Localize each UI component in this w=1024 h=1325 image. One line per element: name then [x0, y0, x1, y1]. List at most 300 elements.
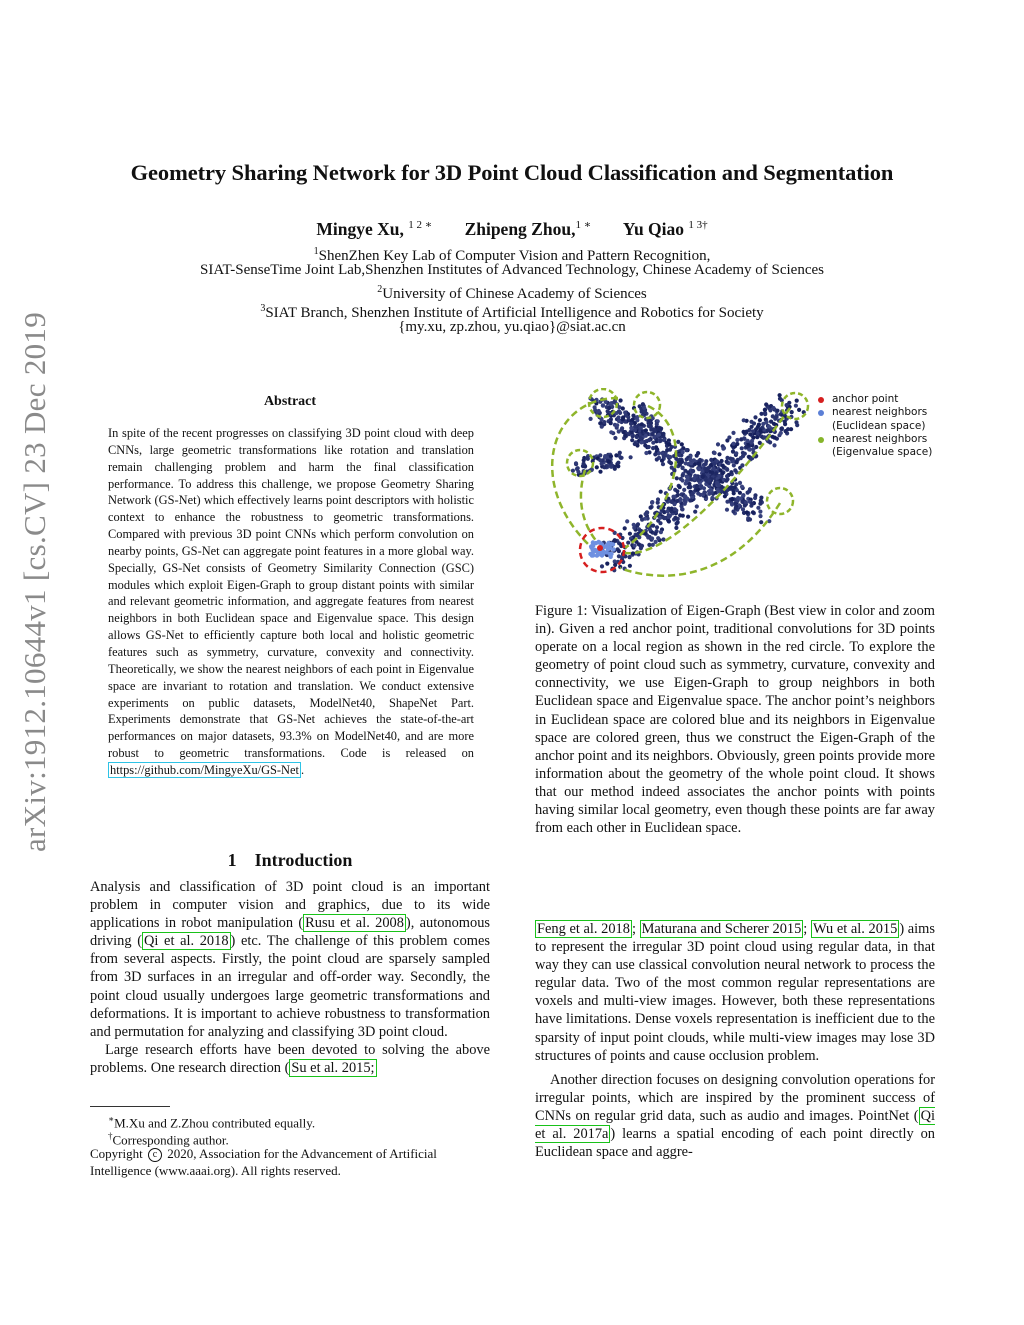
cloud-point — [732, 463, 736, 467]
affiliation-number: 3 — [260, 303, 266, 314]
cloud-point — [651, 441, 655, 445]
cloud-point — [650, 536, 654, 540]
text-run: ) aims to represent the irregular 3D point cloud using regular data, in that way they can use classical convolution neural network to process the regular data. Two of the most common regular representations are voxels and multi-view images. However, both these representations have limitations. Dense voxels representation is inefficient due to the sparsity of input point clouds, while multi-view images may lose 3D structures of points and cause occlusion problem. — [535, 921, 935, 1064]
cloud-point — [725, 460, 729, 464]
cloud-point — [716, 442, 720, 446]
cloud-point — [734, 506, 738, 510]
cloud-point — [651, 446, 655, 450]
cloud-point — [614, 453, 618, 457]
cloud-point — [673, 507, 677, 511]
cloud-point — [618, 451, 622, 455]
cloud-point — [719, 468, 723, 472]
cloud-point — [619, 398, 623, 402]
euclidean-neighbor-point — [608, 552, 612, 556]
cloud-point — [797, 408, 801, 412]
cloud-point — [728, 457, 732, 461]
euclidean-neighbor-point — [606, 547, 610, 551]
cloud-point — [629, 422, 633, 426]
cloud-point — [678, 485, 682, 489]
legend-label: anchor point — [832, 393, 899, 405]
cloud-point — [609, 430, 613, 434]
cloud-point — [598, 458, 602, 462]
cloud-point — [751, 510, 755, 514]
cloud-point — [661, 515, 665, 519]
cloud-point — [616, 461, 620, 465]
citation-link[interactable]: Rusu et al. 2008 — [305, 915, 404, 932]
legend-dot-green — [818, 437, 824, 443]
cloud-point — [640, 422, 644, 426]
cloud-point — [654, 540, 658, 544]
cloud-point — [649, 506, 653, 510]
cloud-point — [755, 435, 759, 439]
footnote-rule — [90, 1106, 170, 1107]
cloud-point — [764, 402, 768, 406]
cloud-point — [676, 440, 680, 444]
citation-link[interactable]: Qi et al. 2017a — [535, 1107, 935, 1143]
cloud-point — [758, 514, 762, 518]
cloud-point — [648, 424, 652, 428]
cloud-point — [775, 409, 779, 413]
cloud-point — [780, 426, 784, 430]
section-title: Introduction — [254, 850, 353, 870]
citation-link[interactable]: Su et al. 2015; — [291, 1059, 375, 1076]
cloud-point — [633, 544, 637, 548]
cloud-point — [684, 461, 688, 465]
cloud-point — [794, 404, 798, 408]
cloud-point — [677, 453, 681, 457]
cloud-point — [751, 447, 755, 451]
section-number: 1 — [227, 850, 237, 870]
cloud-point — [670, 500, 674, 504]
cloud-point — [623, 410, 627, 414]
cloud-point — [675, 476, 679, 480]
citation-link[interactable]: Maturana and Scherer 2015 — [641, 921, 802, 937]
legend-dot-red — [818, 397, 824, 403]
cloud-point — [713, 451, 717, 455]
cloud-point — [661, 462, 665, 466]
euclidean-neighbor-point — [598, 541, 602, 545]
cloud-point — [609, 463, 613, 467]
cloud-point — [767, 424, 771, 428]
cloud-point — [613, 563, 617, 567]
euclidean-neighbor-point — [605, 543, 609, 547]
author-list — [0, 218, 1024, 240]
cloud-point — [772, 443, 776, 447]
author-name: Zhipeng Zhou, — [464, 218, 576, 239]
affiliation-email: {my.xu, zp.zhou, yu.qiao}@siat.ac.cn — [398, 319, 626, 335]
cloud-point — [651, 432, 655, 436]
cloud-point — [602, 465, 606, 469]
intro-paragraph — [90, 878, 490, 1041]
cloud-point — [778, 393, 782, 397]
abstract-end: . — [300, 762, 305, 777]
affiliation-text: SIAT-SenseTime Joint Lab,Shenzhen Institutes of Advanced Technology, Chinese Academy of Sciences — [200, 262, 824, 278]
citation-link[interactable]: Wu et al. 2015 — [812, 921, 898, 937]
section-heading — [90, 850, 490, 871]
cloud-point — [727, 435, 731, 439]
cloud-point — [742, 418, 746, 422]
cloud-point — [671, 495, 675, 499]
euclidean-neighbor-point — [589, 546, 593, 550]
cloud-point — [745, 430, 749, 434]
cloud-point — [650, 500, 654, 504]
cloud-point — [652, 428, 656, 432]
intro-text-right — [535, 920, 935, 1161]
cloud-point — [669, 461, 673, 465]
cloud-point — [768, 440, 772, 444]
intro-text-left — [90, 878, 490, 1077]
cloud-point — [644, 451, 648, 455]
text-run: ), autonomous driving ( — [90, 915, 490, 950]
cloud-point — [657, 433, 661, 437]
author-name: Yu Qiao — [622, 218, 685, 239]
intro-paragraph — [90, 1041, 490, 1077]
cloud-point — [721, 464, 725, 468]
cloud-point — [639, 436, 643, 440]
cloud-point — [735, 438, 739, 442]
cloud-point — [735, 460, 739, 464]
cloud-point — [651, 524, 655, 528]
copyright-label: Copyright — [90, 1146, 143, 1161]
euclidean-neighbor-point — [611, 547, 615, 551]
abstract-text: In spite of the recent progresses on classifying 3D point cloud with deep CNNs, large geometric transformations like rotation and translation remain challenging problem and harm the final classification performance. To address this challenge, we propose Geometry Sharing Network (GS-Net) which effectively learns point descriptors with holistic context to enhance the robustness to geometric transformations. Compared with previous 3D point CNNs which perform convolution on nearby points, GS-Net can aggregate point features in a more global way. Specially, GS-Net consists of Geometry Similarity Connection (GSC) modules which exploit Eigen-Graph to group distant points with similar and relevant geometric information, and aggregate features from nearest neighbors in both Euclidean space and Eigenvalue space. This design allows GS-Net to efficiently capture both local and holistic geometric features such as symmetry, curvature, convexity and connectivity. Theoretically, we show the nearest neighbors of each point in Eigenvalue space are invariant to rotation and translation. We conduct extensive experiments on public datasets, ModelNet40, ShapeNet Part. Experiments demonstrate that GS-Net achieves the state-of-the-art performances on major datasets, 93.3% on ModelNet40, and are more robust to geometric transformations. Code is released on — [108, 426, 474, 761]
cloud-point — [712, 466, 716, 470]
cloud-point — [665, 448, 669, 452]
cloud-point — [615, 423, 619, 427]
text-run: ) learns a spatial encoding of each point directly on Euclidean space and aggre- — [535, 1126, 935, 1161]
cloud-point — [633, 442, 637, 446]
text-run: ; — [803, 921, 811, 937]
cloud-point — [685, 475, 689, 479]
cloud-point — [626, 541, 630, 545]
cloud-point — [694, 485, 698, 489]
cloud-point — [746, 439, 750, 443]
cloud-point — [744, 500, 748, 504]
cloud-point — [667, 515, 671, 519]
cloud-point — [643, 410, 647, 414]
cloud-point — [656, 497, 660, 501]
cloud-point — [655, 457, 659, 461]
cloud-point — [621, 406, 625, 410]
cloud-point — [733, 468, 737, 472]
cloud-point — [597, 409, 601, 413]
cloud-point — [730, 502, 734, 506]
figure-legend — [818, 393, 943, 459]
cloud-point — [613, 467, 617, 471]
cloud-point — [630, 438, 634, 442]
cloud-point — [609, 402, 613, 406]
cloud-point — [686, 515, 690, 519]
intro-paragraph — [535, 920, 935, 1065]
cloud-point — [745, 510, 749, 514]
cloud-point — [758, 418, 762, 422]
cloud-point — [582, 462, 586, 466]
cloud-point — [607, 460, 611, 464]
cloud-point — [617, 419, 621, 423]
citation-link[interactable]: Qi et al. 2018 — [144, 933, 229, 950]
affiliation-number: 1 — [313, 246, 319, 257]
cloud-point — [678, 513, 682, 517]
text-run: ) etc. The challenge of this problem comes from several aspects. Firstly, the point cloud are sparsely sampled from 3D surfaces in an irregular and off-order way. Secondly, the point cloud usually undergoes large geometric transformations and deformations. It is important to achieve robustness to transformation and permutation for analyzing and classifying 3D point cloud. — [90, 933, 490, 1040]
cloud-point — [750, 501, 754, 505]
cloud-point — [629, 455, 633, 459]
cloud-point — [795, 423, 799, 427]
cloud-point — [653, 452, 657, 456]
cloud-point — [642, 406, 646, 410]
cloud-point — [675, 522, 679, 526]
cloud-point — [683, 502, 687, 506]
cloud-point — [600, 564, 604, 568]
cloud-point — [689, 461, 693, 465]
cloud-point — [685, 457, 689, 461]
copyright-notice — [90, 1145, 490, 1179]
cloud-point — [667, 519, 671, 523]
cloud-point — [655, 447, 659, 451]
abstract-body — [108, 425, 474, 779]
cloud-point — [680, 466, 684, 470]
euclidean-neighbor-point — [591, 550, 595, 554]
cloud-point — [779, 431, 783, 435]
cloud-point — [795, 399, 799, 403]
figure-caption: Figure 1: Visualization of Eigen-Graph (Best view in color and zoom in). Given a red anchor point, traditional convolutions for 3D points operate on a local region as shown in the red circle. To explore the geometry of point cloud such as symmetry, curvature, convexity and connectivity, we use Eigen-Graph to group neighbors in both Euclidean space and Eigenvalue space. The anchor point’s neighbors in Euclidean space are colored blue and its neighbors in Eigenvalue space are colored green, thus we construct the Eigen-Graph of the anchor point and its neighbors. Obviously, green points provide more information about the geometry of the whole point cloud. It shows that our method indeed associates the anchor points with points having similar local geometry, even though these points are far away from each other in Euclidean space. — [535, 603, 935, 837]
cloud-point — [740, 446, 744, 450]
text-run: ; — [631, 921, 640, 937]
cloud-point — [589, 417, 593, 421]
affiliation-text: SIAT Branch, Shenzhen Institute of Artificial Intelligence and Robotics for Society — [265, 305, 764, 321]
cloud-point — [783, 422, 787, 426]
cloud-point — [603, 454, 607, 458]
cloud-point — [729, 470, 733, 474]
cloud-point — [574, 461, 578, 465]
cloud-point — [617, 549, 621, 553]
cloud-point — [639, 440, 643, 444]
cloud-point — [695, 454, 699, 458]
cloud-point — [665, 509, 669, 513]
cloud-point — [585, 456, 589, 460]
copyright-symbol: c — [148, 1148, 162, 1162]
cloud-point — [784, 429, 788, 433]
cloud-point — [680, 507, 684, 511]
legend-label: nearest neighbors (Euclidean space) — [832, 406, 928, 432]
cloud-point — [674, 526, 678, 530]
author-name: Mingye Xu, — [316, 218, 404, 239]
cloud-point — [710, 496, 714, 500]
cloud-point — [609, 454, 613, 458]
cloud-point — [635, 533, 639, 537]
cloud-point — [725, 508, 729, 512]
cloud-point — [695, 504, 699, 508]
cloud-point — [696, 461, 700, 465]
cloud-point — [734, 451, 738, 455]
cloud-point — [717, 452, 721, 456]
cloud-point — [635, 435, 639, 439]
cloud-point — [753, 493, 757, 497]
cloud-point — [756, 506, 760, 510]
cloud-point — [659, 427, 663, 431]
cloud-point — [704, 477, 708, 481]
cloud-point — [683, 494, 687, 498]
cloud-point — [763, 412, 767, 416]
cloud-point — [775, 415, 779, 419]
cloud-point — [738, 491, 742, 495]
cloud-point — [647, 543, 651, 547]
cloud-point — [644, 428, 648, 432]
affiliation-text: ShenZhen Key Lab of Computer Vision and Pattern Recognition, — [318, 248, 711, 264]
cloud-point — [628, 564, 632, 568]
cloud-point — [576, 470, 580, 474]
cloud-point — [689, 498, 693, 502]
cloud-point — [681, 473, 685, 477]
cloud-point — [768, 408, 772, 412]
legend-dot-blue — [818, 410, 824, 416]
edge-curve — [581, 470, 598, 543]
legend-label: nearest neighbors (Eigenvalue space) — [832, 432, 933, 459]
cloud-point — [732, 491, 736, 495]
cloud-point — [657, 451, 661, 455]
cloud-point — [613, 436, 617, 440]
affiliation-line — [0, 318, 1024, 337]
cloud-point — [758, 510, 762, 514]
cloud-point — [731, 431, 735, 435]
cloud-point — [741, 454, 745, 458]
cloud-point — [725, 468, 729, 472]
abstract-heading: Abstract — [263, 394, 317, 409]
cloud-point — [617, 415, 621, 419]
cloud-point — [693, 510, 697, 514]
cloud-point — [636, 522, 640, 526]
cloud-point — [766, 428, 770, 432]
cloud-point — [790, 410, 794, 414]
cloud-point — [620, 426, 624, 430]
cloud-point — [600, 425, 604, 429]
cloud-point — [655, 422, 659, 426]
cloud-point — [680, 442, 684, 446]
text-run: Analysis and classification of 3D point cloud is an important problem in computer vision and graphics, due to its wide applications in robot manipulation ( — [90, 879, 490, 932]
cloud-point — [621, 415, 625, 419]
cloud-point — [725, 477, 729, 481]
cloud-point — [712, 462, 716, 466]
cloud-point — [757, 423, 761, 427]
cloud-point — [576, 466, 580, 470]
cloud-point — [595, 465, 599, 469]
cloud-point — [609, 421, 613, 425]
legend-item — [818, 393, 943, 406]
cloud-point — [751, 429, 755, 433]
cloud-point — [619, 456, 623, 460]
legend-item — [818, 406, 943, 433]
cloud-point — [640, 518, 644, 522]
euclidean-neighbor-point — [591, 541, 595, 545]
arxiv-stamp: arXiv:1912.10644v1 [cs.CV] 23 Dec 2019 — [17, 311, 52, 852]
cloud-point — [709, 488, 713, 492]
cloud-point — [656, 536, 660, 540]
legend-item — [818, 433, 943, 460]
code-url-link[interactable]: https://github.com/MingyeXu/GS-Net — [110, 762, 299, 777]
author-marks: 1 2 ∗ — [408, 219, 433, 231]
euclidean-neighbor-point — [611, 542, 615, 546]
cloud-point — [772, 422, 776, 426]
text-run: Another direction focuses on designing convolution operations for irregular points, which are inspired by the prominent success of CNNs on regular grid data, such as audio and images. PointNet ( — [535, 1071, 935, 1124]
cloud-point — [676, 493, 680, 497]
cloud-point — [763, 408, 767, 412]
cloud-point — [738, 481, 742, 485]
cloud-point — [653, 532, 657, 536]
cloud-point — [688, 485, 692, 489]
cloud-point — [678, 463, 682, 467]
affiliation-number: 2 — [377, 284, 383, 295]
affiliation-text: University of Chinese Academy of Sciences — [382, 286, 647, 302]
cloud-point — [631, 551, 635, 555]
cloud-point — [684, 448, 688, 452]
cloud-point — [688, 457, 692, 461]
text-run: Large research efforts have been devoted to solving the above problems. One research direction ( — [90, 1041, 490, 1076]
cloud-point — [733, 485, 737, 489]
cloud-point — [759, 412, 763, 416]
cloud-point — [675, 489, 679, 493]
cloud-point — [639, 546, 643, 550]
cloud-point — [740, 485, 744, 489]
cloud-point — [668, 455, 672, 459]
cloud-point — [730, 497, 734, 501]
cloud-point — [704, 459, 708, 463]
cloud-point — [723, 494, 727, 498]
cloud-point — [617, 409, 621, 413]
cloud-point — [767, 519, 771, 523]
cloud-point — [707, 478, 711, 482]
cloud-point — [749, 440, 753, 444]
cloud-point — [616, 464, 620, 468]
cloud-point — [686, 470, 690, 474]
cloud-point — [659, 490, 663, 494]
cloud-point — [661, 537, 665, 541]
cloud-point — [663, 453, 667, 457]
cloud-point — [675, 499, 679, 503]
footnote-mark: † — [108, 1131, 113, 1141]
cloud-point — [759, 520, 763, 524]
cloud-point — [758, 428, 762, 432]
copyright-text: 2020, Association for the Advancement of Artificial Intelligence (www.aaai.org). All rights reserved. — [90, 1146, 437, 1178]
cloud-point — [682, 488, 686, 492]
cloud-point — [740, 463, 744, 467]
footnote-text: Corresponding author. — [112, 1132, 229, 1148]
cloud-point — [717, 483, 721, 487]
cloud-point — [659, 530, 663, 534]
cloud-point — [659, 439, 663, 443]
citation-link[interactable]: Feng et al. 2018 — [537, 921, 630, 937]
cloud-point — [631, 414, 635, 418]
anchor-point — [597, 545, 603, 551]
cloud-point — [747, 489, 751, 493]
intro-paragraph — [535, 1071, 935, 1161]
cloud-point — [748, 517, 752, 521]
cloud-point — [667, 442, 671, 446]
cloud-point — [598, 470, 602, 474]
cloud-point — [655, 525, 659, 529]
cloud-point — [625, 519, 629, 523]
cloud-point — [753, 415, 757, 419]
cloud-point — [705, 468, 709, 472]
cloud-point — [690, 492, 694, 496]
cloud-point — [787, 401, 791, 405]
cloud-point — [720, 459, 724, 463]
cloud-point — [703, 490, 707, 494]
cloud-point — [617, 554, 621, 558]
affiliation-line — [0, 261, 1024, 280]
author-marks: 1 3† — [688, 219, 708, 231]
cloud-point — [680, 478, 684, 482]
cloud-point — [702, 486, 706, 490]
cloud-point — [721, 447, 725, 451]
